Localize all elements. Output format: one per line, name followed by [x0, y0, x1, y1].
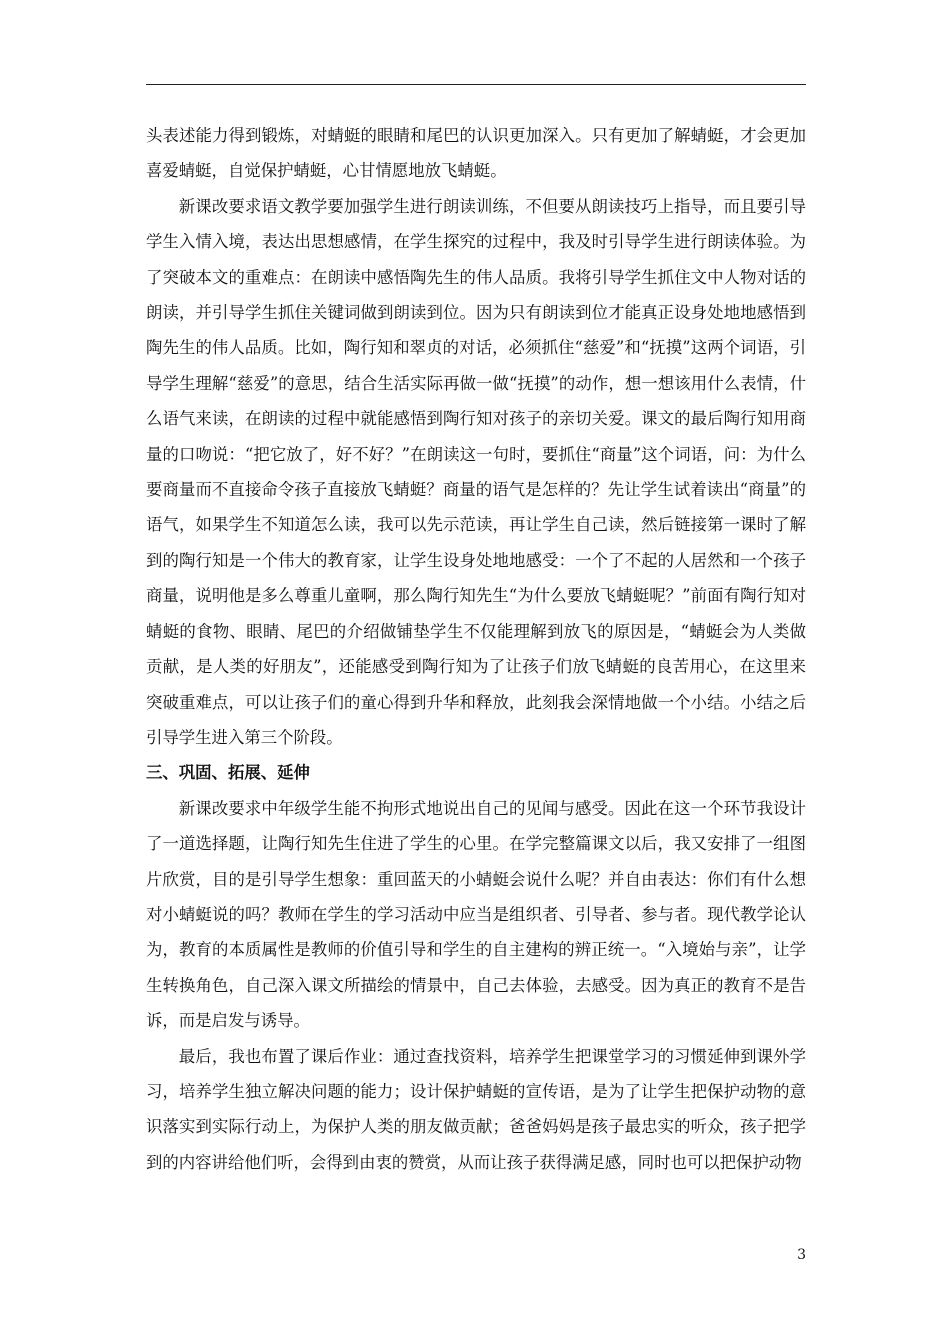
section-heading: 三、巩固、拓展、延伸	[146, 763, 310, 783]
paragraph-continuation: 头表述能力得到锻炼，对蜻蜓的眼睛和尾巴的认识更加深入。只有更加了解蜻蜓，才会更加喜爱蜻蜓，自觉保护蜻蜓，心甘情愿地放飞蜻蜓。	[146, 126, 806, 181]
paragraph-reading-training: 新课改要求语文教学要加强学生进行朗读训练，不但要从朗读技巧上指导，而且要引导学生入情入境，表达出思想感情，在学生探究的过程中，我及时引导学生进行朗读体验。为了突破本文的重难点：在朗读中感悟陶先生的伟人品质。我将引导学生抓住文中人物对话的朗读，并引导学生抓住关键词做到朗读到位。因为只有朗读到位才能真正设身处地地感悟到陶先生的伟人品质。比如，陶行知和翠贞的对话，必须抓住“慈爱”和“抚摸”这两个词语，引导学生理解“慈爱”的意思，结合生活实际再做一做“抚摸”的动作，想一想该用什么表情，什么语气来读，在朗读的过程中就能感悟到陶行知对孩子的亲切关爱。课文的最后陶行知用商量的口吻说：“把它放了，好不好？”在朗读这一句时，要抓住“商量”这个词语，问：为什么要商量而不直接命令孩子直接放飞蜻蜓？商量的语气是怎样的？先让学生试着读出“商量”的语气，如果学生不知道怎么读，我可以先示范读，再让学生自己读，然后链接第一课时了解到的陶行知是一个伟大的教育家，让学生设身处地地感受：一个了不起的人居然和一个孩子商量，说明他是多么尊重儿童啊，那么陶行知先生“为什么要放飞蜻蜓呢？”前面有陶行知对蜻蜓的食物、眼睛、尾巴的介绍做铺垫学生不仅能理解到放飞的原因是，“蜻蜓会为人类做贡献，是人类的好朋友”，还能感受到陶行知为了让孩子们放飞蜻蜓的良苦用心，在这里来突破重难点，可以让孩子们的童心得到升华和释放，此刻我会深情地做一个小结。小结之后引导学生进入第三个阶段。	[146, 196, 806, 747]
header-rule	[146, 84, 806, 85]
paragraph-consolidate-extend: 新课改要求中年级学生能不拘形式地说出自己的见闻与感受。因此在这一个环节我设计了一道选择题，让陶行知先生住进了学生的心里。在学完整篇课文以后，我又安排了一组图片欣赏，目的是引导学生想象：重回蓝天的小蜻蜓会说什么呢？并自由表达：你们有什么想对小蜻蜓说的吗？教师在学生的学习活动中应当是组织者、引导者、参与者。现代教学论认为，教育的本质属性是教师的价值引导和学生的自主建构的辨正统一。“入境始与亲”，让学生转换角色，自己深入课文所描绘的情景中，自己去体验，去感受。因为真正的教育不是告诉，而是启发与诱导。	[146, 798, 806, 1031]
paragraph-homework: 最后，我也布置了课后作业：通过查找资料，培养学生把课堂学习的习惯延伸到课外学习，培养学生独立解决问题的能力；设计保护蜻蜓的宣传语，是为了让学生把保护动物的意识落实到实际行动上，为保护人类的朋友做贡献；爸爸妈妈是孩子最忠实的听众，孩子把学到的内容讲给他们听，会得到由衷的赞赏，从而让孩子获得满足感，同时也可以把保护动物	[146, 1046, 806, 1172]
page-number: 3	[797, 1247, 806, 1263]
document-body	[146, 118, 806, 1180]
